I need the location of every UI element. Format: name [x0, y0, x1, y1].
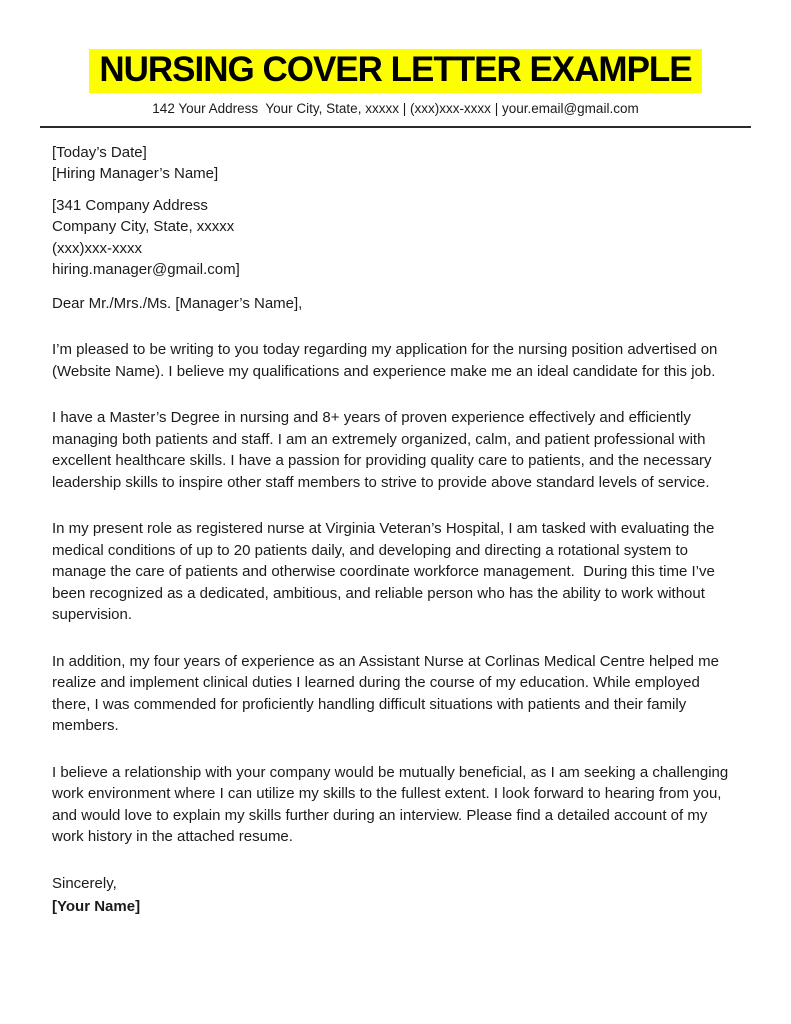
body-paragraph: In addition, my four years of experience as an Assistant Nurse at Corlinas Medical Centre helped me realize and implement clinical duties I learned during the course of my education. While employed there, I was commended for proficiently handling difficult situations with patients and their family members. [52, 652, 724, 734]
closing-salutation: Sincerely, [52, 874, 117, 892]
company-address-line: Company City, State, xxxxx [52, 218, 235, 235]
company-address-line: [341 Company Address [52, 196, 208, 214]
body-paragraph: I have a Master’s Degree in nursing and 8+ years of proven experience effectively and efficiently managing both patients and staff. I am an extremely organized, calm, and patient professional with excellent healthcare skills. I have a passion for providing quality care to patients, and the necessary leadership skills to inspire other staff members to strive to provide above standard levels of service. [52, 409, 716, 491]
greeting: Dear Mr./Mrs./Ms. [Manager’s Name], [52, 294, 303, 312]
page-title: NURSING COVER LETTER EXAMPLE [89, 49, 701, 93]
date-placeholder: [Today’s Date] [52, 143, 147, 161]
body-paragraph: I believe a relationship with your company would be mutually beneficial, as I am seeking a challenging work environment where I can utilize my skills to the fullest extent. I look forward to hearing from you, and would love to explain my skills further during an interview. Please find a detailed account of my work history in the attached resume. [52, 763, 733, 845]
contact-info-line: 142 Your Address Your City, State, xxxxx | (xxx)xxx-xxxx | your.email@gmail.com [152, 100, 639, 116]
body-paragraph: In my present role as registered nurse at Virginia Veteran’s Hospital, I am tasked with evaluating the medical conditions of up to 20 patients daily, and developing and directing a rotational system to manage the care of patients and otherwise coordinate workforce management. During this time I’ve been recognized as a dedicated, ambitious, and reliable person who has the ability to work without supervision. [52, 520, 720, 623]
company-address-block [52, 195, 741, 281]
company-address-line: (xxx)xxx-xxxx [52, 239, 142, 257]
company-address-line: hiring.manager@gmail.com] [52, 261, 240, 278]
signature-placeholder: [Your Name] [52, 898, 141, 915]
letter-header [0, 0, 791, 116]
hiring-manager-placeholder: [Hiring Manager’s Name] [52, 165, 219, 182]
letter-body [0, 128, 791, 918]
body-paragraph: I’m pleased to be writing to you today regarding my application for the nursing position advertised on (Website Name). I believe my qualifications and experience make me an ideal candidate for this job. [52, 341, 722, 380]
